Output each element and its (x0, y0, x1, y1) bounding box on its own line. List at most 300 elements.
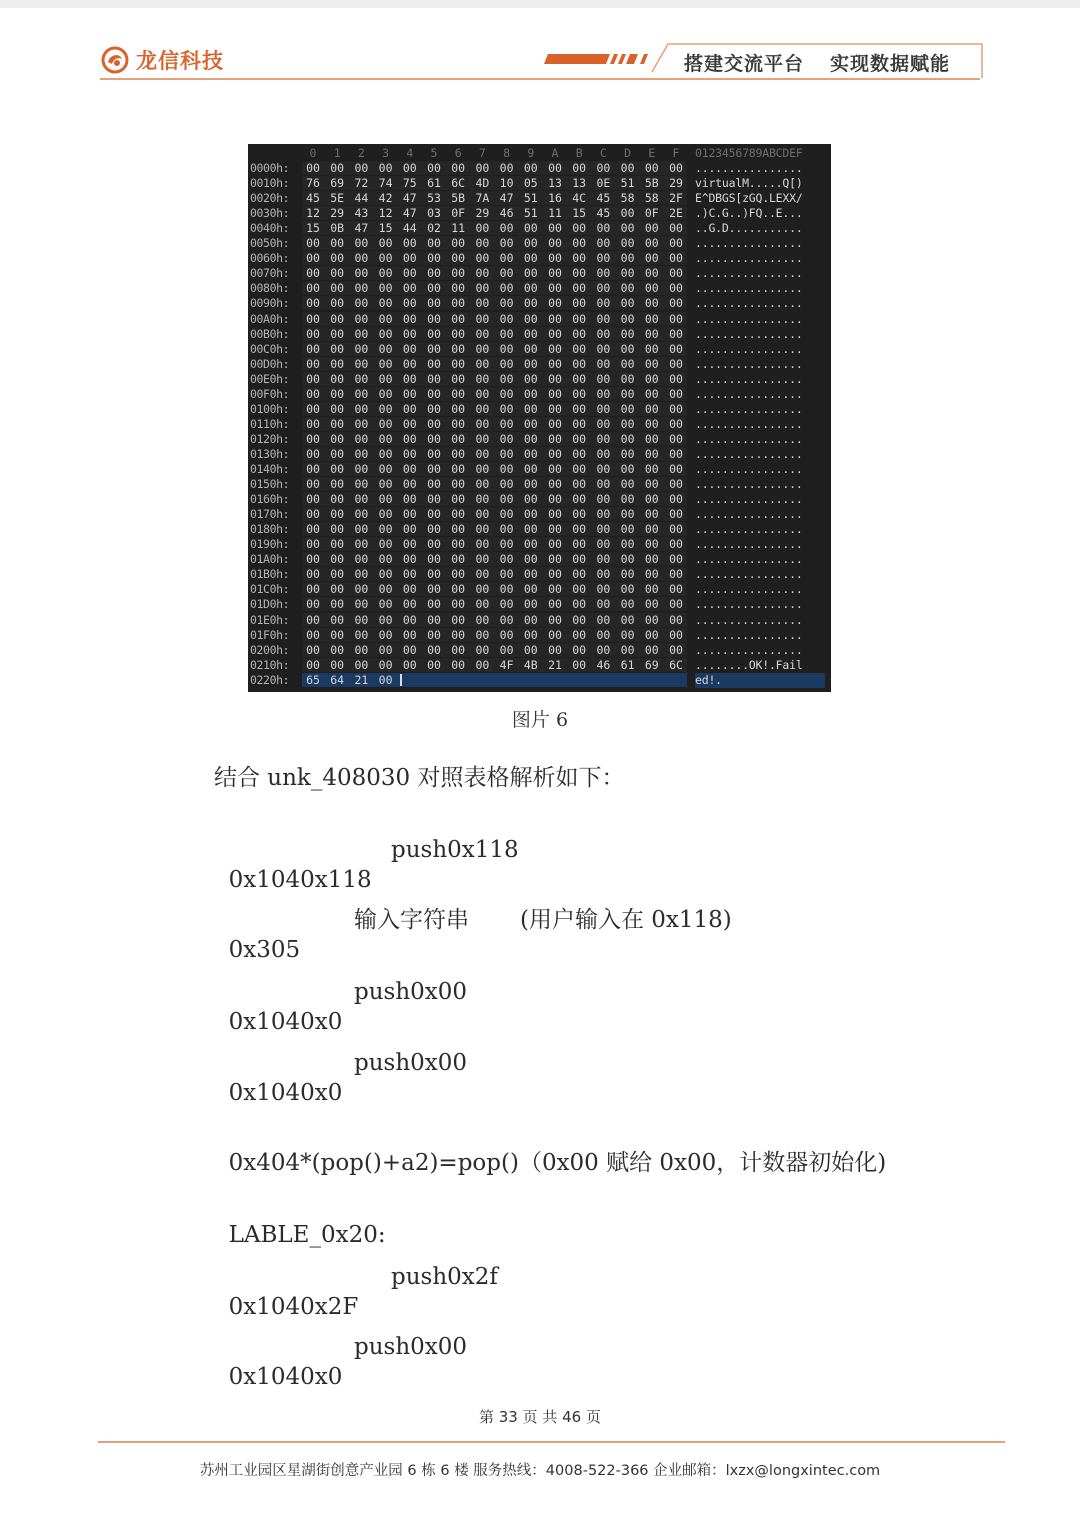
hex-byte: 44 (354, 191, 369, 206)
hex-byte: 00 (354, 266, 369, 281)
hex-byte: 00 (475, 446, 490, 461)
hex-byte: 00 (427, 642, 441, 657)
hex-byte: 00 (378, 161, 393, 175)
code-label: LABLE_0x20: (228, 1222, 386, 1248)
hex-byte: 00 (402, 386, 417, 401)
hex-byte: 00 (475, 221, 490, 236)
hex-byte: 00 (402, 266, 417, 281)
hex-byte: 00 (451, 161, 466, 175)
hex-byte: 00 (669, 341, 683, 356)
hex-byte: 00 (523, 251, 538, 266)
hex-byte: 00 (378, 657, 393, 672)
hex-byte: 00 (548, 296, 562, 311)
hex-byte: 00 (378, 567, 393, 582)
hex-byte: 00 (378, 296, 393, 311)
hex-byte: 00 (669, 356, 683, 371)
hex-byte: 00 (572, 371, 587, 386)
hex-column-label: E (648, 146, 656, 160)
hex-byte: 00 (451, 311, 466, 326)
hex-row-ascii: ................ (695, 386, 803, 401)
hex-byte: 00 (427, 251, 441, 266)
hex-byte: 00 (451, 612, 466, 627)
hex-byte: 76 (306, 176, 320, 191)
hex-byte: 13 (548, 176, 562, 191)
hex-byte: 00 (548, 446, 562, 461)
hex-byte: 00 (330, 416, 345, 431)
hex-row-address: 0190h: (250, 537, 290, 552)
hex-byte: 00 (644, 462, 659, 476)
hex-byte-group (302, 552, 687, 566)
hex-byte: 21 (548, 657, 562, 672)
hex-row-address: 00F0h: (250, 386, 290, 401)
hex-byte: 00 (644, 492, 659, 507)
hex-byte: 00 (548, 522, 562, 537)
hex-byte: 00 (572, 597, 587, 612)
hex-byte: 10 (499, 176, 514, 191)
hex-byte: 00 (427, 507, 441, 522)
hex-byte: 00 (330, 537, 345, 552)
hex-byte: 00 (499, 446, 514, 461)
hex-byte: 47 (402, 206, 417, 221)
hex-byte: 00 (427, 161, 441, 175)
hex-byte: 00 (306, 416, 320, 431)
hex-row-ascii: ed!. (695, 673, 825, 688)
hex-byte-group (302, 161, 687, 175)
hex-byte: 00 (572, 627, 587, 642)
hex-byte: 00 (402, 161, 417, 175)
hex-byte: 00 (572, 356, 587, 371)
hex-row (248, 281, 831, 296)
hex-byte: 00 (427, 386, 441, 401)
hex-byte: 00 (499, 567, 514, 582)
hex-byte: 00 (451, 582, 466, 597)
hex-byte: 00 (475, 356, 490, 371)
hex-byte: 00 (306, 537, 320, 552)
hex-row-address: 0180h: (250, 522, 290, 537)
hex-byte: 00 (548, 266, 562, 281)
hex-row-address: 0100h: (250, 401, 290, 416)
hex-byte: 00 (620, 522, 635, 537)
hex-byte: 00 (499, 326, 514, 341)
hex-byte: 00 (644, 266, 659, 281)
hex-byte: 00 (306, 236, 320, 251)
hex-byte: 00 (378, 672, 393, 687)
hex-byte: 00 (475, 281, 490, 296)
hex-byte: 5B (644, 176, 659, 191)
hex-row-ascii: ................ (695, 371, 803, 386)
hex-byte: 00 (451, 416, 466, 431)
hex-row-address: 00C0h: (250, 341, 290, 356)
hex-byte: 00 (378, 341, 393, 356)
hex-byte: 00 (306, 567, 320, 582)
top-band (0, 0, 1080, 8)
hex-byte: 00 (330, 161, 345, 175)
hex-byte: 00 (548, 326, 562, 341)
hex-row (248, 191, 831, 206)
hex-byte-group (302, 477, 687, 491)
hex-byte: 00 (475, 296, 490, 311)
hex-byte: 00 (378, 627, 393, 642)
hex-byte: 00 (475, 582, 490, 597)
hex-byte: 00 (427, 341, 441, 356)
hex-row-address: 01F0h: (250, 627, 290, 642)
hex-byte: 00 (306, 597, 320, 612)
hex-byte: 47 (499, 191, 514, 206)
hex-byte: 00 (644, 552, 659, 567)
hex-byte: 00 (402, 371, 417, 386)
hex-byte: 43 (354, 206, 369, 221)
hex-byte: 00 (354, 251, 369, 266)
hex-byte: 00 (427, 582, 441, 597)
dragon-logo-icon (100, 45, 130, 75)
hex-byte: 00 (572, 341, 587, 356)
hex-byte: 00 (523, 446, 538, 461)
hex-byte: 00 (330, 356, 345, 371)
hex-byte: 00 (548, 552, 562, 567)
hex-byte: 6C (451, 176, 466, 191)
hex-byte: 00 (620, 371, 635, 386)
hex-byte: 00 (451, 507, 466, 522)
hex-column-label: F (672, 146, 680, 160)
hex-byte: 00 (523, 612, 538, 627)
hex-column-label: D (624, 146, 632, 160)
hex-byte-group (302, 673, 687, 687)
hex-byte: 00 (402, 446, 417, 461)
hex-byte: 00 (306, 341, 320, 356)
hex-byte: 00 (548, 477, 562, 492)
hex-byte: 00 (620, 206, 635, 221)
hex-byte: 00 (620, 221, 635, 236)
hex-byte-group (302, 236, 687, 250)
hex-byte: 00 (354, 401, 369, 416)
hex-row-address: 0070h: (250, 266, 290, 281)
hex-byte: 00 (378, 311, 393, 326)
hex-byte: 00 (306, 386, 320, 401)
ascii-column-header: 0123456789ABCDEF (695, 146, 803, 160)
hex-byte-group (302, 658, 687, 672)
hex-byte: 00 (596, 552, 611, 567)
hex-column-label: 5 (430, 146, 438, 160)
hex-byte: 00 (306, 462, 320, 476)
hex-byte: 00 (475, 612, 490, 627)
hex-row-address: 0040h: (250, 221, 290, 236)
hex-byte: 00 (644, 401, 659, 416)
hex-byte: 21 (354, 672, 369, 687)
hex-byte: 00 (499, 161, 514, 175)
hex-row (248, 296, 831, 311)
hex-byte: 0B (330, 221, 345, 236)
hex-byte: 00 (475, 567, 490, 582)
hex-byte: 00 (475, 657, 490, 672)
hex-byte: 00 (620, 567, 635, 582)
hex-byte: 00 (523, 326, 538, 341)
hex-byte: 00 (475, 552, 490, 567)
hex-byte: 00 (620, 356, 635, 371)
hex-byte-group (302, 613, 687, 627)
hex-byte: 00 (620, 341, 635, 356)
hex-byte-group (302, 251, 687, 265)
hex-byte: 0E (596, 176, 611, 191)
hex-byte: 00 (499, 341, 514, 356)
hex-byte: 00 (402, 612, 417, 627)
hex-row-address: 0010h: (250, 176, 290, 191)
hex-byte: 00 (451, 296, 466, 311)
hex-byte: 00 (378, 597, 393, 612)
hex-byte: 00 (523, 597, 538, 612)
hex-byte: 15 (572, 206, 587, 221)
hex-byte: 0F (451, 206, 466, 221)
hex-byte: 00 (523, 552, 538, 567)
hex-byte-group (302, 628, 687, 642)
hex-byte: 02 (427, 221, 441, 236)
code-line (214, 835, 519, 895)
header-divider (100, 78, 980, 80)
hex-byte: 00 (644, 522, 659, 537)
hex-byte: 00 (499, 221, 514, 236)
hex-byte: 00 (572, 492, 587, 507)
hex-row (248, 552, 831, 567)
hex-byte: 00 (451, 266, 466, 281)
hex-byte-group (302, 206, 687, 220)
hex-byte: 00 (572, 552, 587, 567)
hex-byte: 00 (499, 477, 514, 492)
hex-byte: 12 (378, 206, 393, 221)
hex-byte: 00 (596, 416, 611, 431)
hex-byte: 00 (572, 462, 587, 476)
hex-column-label: 3 (382, 146, 390, 160)
hex-byte: 00 (451, 341, 466, 356)
hex-byte: 74 (378, 176, 393, 191)
hex-byte: 00 (523, 431, 538, 446)
hex-byte: 00 (330, 462, 345, 476)
hex-byte: 00 (402, 341, 417, 356)
hex-byte: 15 (306, 221, 320, 236)
hex-row-address: 0080h: (250, 281, 290, 296)
hex-byte: 00 (499, 597, 514, 612)
hex-byte: 00 (523, 462, 538, 476)
hex-row-address: 0000h: (250, 161, 290, 175)
hex-row-ascii: ................ (695, 642, 803, 657)
hex-row (248, 402, 831, 417)
hex-byte: 00 (378, 356, 393, 371)
hex-byte: 00 (596, 326, 611, 341)
hex-byte-group (302, 522, 687, 536)
figure-caption: 图片 6 (511, 709, 569, 731)
hex-byte: 00 (499, 582, 514, 597)
hex-byte: 00 (475, 401, 490, 416)
hex-byte: 00 (620, 462, 635, 476)
hex-byte: 7A (475, 191, 490, 206)
hex-byte: 00 (669, 221, 683, 236)
hex-byte: 00 (644, 612, 659, 627)
hex-byte: 00 (354, 296, 369, 311)
hex-row-address: 01E0h: (250, 612, 290, 627)
hex-byte: 00 (354, 326, 369, 341)
hex-row (248, 447, 831, 462)
hex-byte: 00 (620, 266, 635, 281)
code-operation: push0x00 (354, 1334, 468, 1360)
hex-byte: 00 (572, 311, 587, 326)
hex-byte: 00 (620, 492, 635, 507)
hex-row-address: 0050h: (250, 236, 290, 251)
header-slogan (684, 50, 950, 78)
hex-byte: 00 (354, 627, 369, 642)
hex-byte-group (302, 327, 687, 341)
hex-byte: 00 (402, 431, 417, 446)
hex-byte: 00 (620, 612, 635, 627)
hex-byte: 00 (620, 642, 635, 657)
hex-byte: 69 (644, 657, 659, 672)
code-comment: (用户输入在 0x118) (520, 907, 732, 933)
hex-row-ascii: ..G.D........... (695, 221, 803, 236)
hex-byte: 16 (548, 191, 562, 206)
hex-byte: 00 (427, 522, 441, 537)
hex-byte: 00 (306, 642, 320, 657)
hex-byte-group (302, 537, 687, 551)
hex-byte: 00 (451, 537, 466, 552)
hex-byte: 00 (330, 296, 345, 311)
hex-byte: 00 (451, 431, 466, 446)
hex-column-label: 8 (503, 146, 511, 160)
hex-byte: 00 (644, 386, 659, 401)
hex-row (248, 251, 831, 266)
code-label-line (214, 1190, 386, 1250)
hex-byte: 00 (669, 627, 683, 642)
hex-byte-group (302, 342, 687, 356)
hex-byte: 00 (427, 296, 441, 311)
hex-byte: 00 (548, 236, 562, 251)
hex-byte: 00 (499, 236, 514, 251)
hex-byte: 00 (548, 416, 562, 431)
hex-byte: 6C (669, 657, 683, 672)
hex-byte: 00 (354, 477, 369, 492)
hex-byte: 00 (572, 401, 587, 416)
hex-byte: 00 (330, 431, 345, 446)
hex-byte: 00 (644, 356, 659, 371)
hex-byte: 00 (596, 537, 611, 552)
hex-byte: 00 (669, 386, 683, 401)
hex-byte: 58 (644, 191, 659, 206)
hex-byte: 00 (354, 341, 369, 356)
hex-byte: 00 (669, 552, 683, 567)
hex-column-label: 2 (357, 146, 365, 160)
hex-byte: 00 (572, 612, 587, 627)
hex-byte: 00 (475, 161, 490, 175)
hex-byte: 00 (596, 477, 611, 492)
hex-byte: 00 (644, 431, 659, 446)
hex-byte: 00 (548, 492, 562, 507)
hex-byte: 00 (499, 401, 514, 416)
hex-row (248, 673, 831, 688)
hex-byte: 00 (620, 296, 635, 311)
hex-byte: 00 (306, 477, 320, 492)
hex-byte: 00 (451, 462, 466, 476)
hex-byte: 00 (499, 356, 514, 371)
hex-byte: 00 (427, 462, 441, 476)
hex-byte: 00 (378, 326, 393, 341)
hex-byte: 00 (402, 296, 417, 311)
hex-row (248, 537, 831, 552)
hex-byte: 00 (330, 582, 345, 597)
hex-byte: 00 (402, 236, 417, 251)
hex-byte: 00 (620, 446, 635, 461)
hex-byte-group (302, 402, 687, 416)
hex-row-address: 0220h: (250, 672, 290, 687)
hex-byte: 00 (475, 477, 490, 492)
hex-byte: 00 (548, 311, 562, 326)
hex-byte: 00 (499, 537, 514, 552)
hex-byte: 00 (523, 371, 538, 386)
hex-byte: 00 (523, 627, 538, 642)
hex-byte: 00 (572, 236, 587, 251)
hex-byte: 00 (596, 266, 611, 281)
hex-byte: 00 (451, 281, 466, 296)
hex-byte: 00 (378, 251, 393, 266)
hex-row-address: 0110h: (250, 416, 290, 431)
hex-byte: 00 (644, 251, 659, 266)
hex-byte: 00 (644, 597, 659, 612)
hex-row-ascii: ................ (695, 612, 803, 627)
hex-byte: 00 (427, 281, 441, 296)
hex-byte: 00 (354, 462, 369, 476)
hex-byte: 00 (354, 567, 369, 582)
hex-byte: 00 (306, 356, 320, 371)
hex-byte: 00 (499, 416, 514, 431)
hex-byte: 00 (572, 221, 587, 236)
hex-byte: 00 (596, 371, 611, 386)
hex-byte: 00 (572, 582, 587, 597)
hex-byte: 00 (354, 371, 369, 386)
hex-byte: 00 (475, 462, 490, 476)
hex-byte: 00 (330, 597, 345, 612)
hex-byte: 00 (596, 236, 611, 251)
hex-byte: 00 (669, 296, 683, 311)
hex-byte: 00 (620, 431, 635, 446)
hex-byte: 00 (306, 446, 320, 461)
hex-row-ascii: virtualM.....Q[) (695, 176, 803, 191)
hex-byte: 00 (330, 386, 345, 401)
hex-byte: 00 (402, 251, 417, 266)
hex-byte: 00 (596, 431, 611, 446)
hex-byte: 00 (451, 236, 466, 251)
hex-byte: 4C (572, 191, 587, 206)
hex-row-ascii: ................ (695, 416, 803, 431)
hex-byte: 00 (330, 281, 345, 296)
page-number: 第 33 页 共 46 页 (478, 1408, 601, 1426)
hex-byte: 00 (499, 612, 514, 627)
hex-byte: 00 (596, 642, 611, 657)
hex-byte: 00 (644, 642, 659, 657)
hex-byte: 00 (548, 356, 562, 371)
hex-row-ascii: ................ (695, 326, 803, 341)
code-operation: push0x00 (354, 979, 468, 1005)
hex-byte: 00 (354, 446, 369, 461)
hex-byte: 00 (402, 597, 417, 612)
hex-byte-group (302, 281, 687, 295)
hex-byte: 00 (378, 431, 393, 446)
hex-byte: 00 (572, 431, 587, 446)
code-line (214, 1262, 498, 1322)
hex-row-address: 00D0h: (250, 356, 290, 371)
hex-byte: 00 (402, 552, 417, 567)
hex-byte: 45 (596, 206, 611, 221)
hex-byte: 00 (596, 281, 611, 296)
hex-column-label: A (551, 146, 559, 160)
hex-row (248, 342, 831, 357)
hex-column-label: B (575, 146, 583, 160)
hex-byte: 00 (596, 627, 611, 642)
code-operation: 输入字符串 (354, 907, 469, 933)
